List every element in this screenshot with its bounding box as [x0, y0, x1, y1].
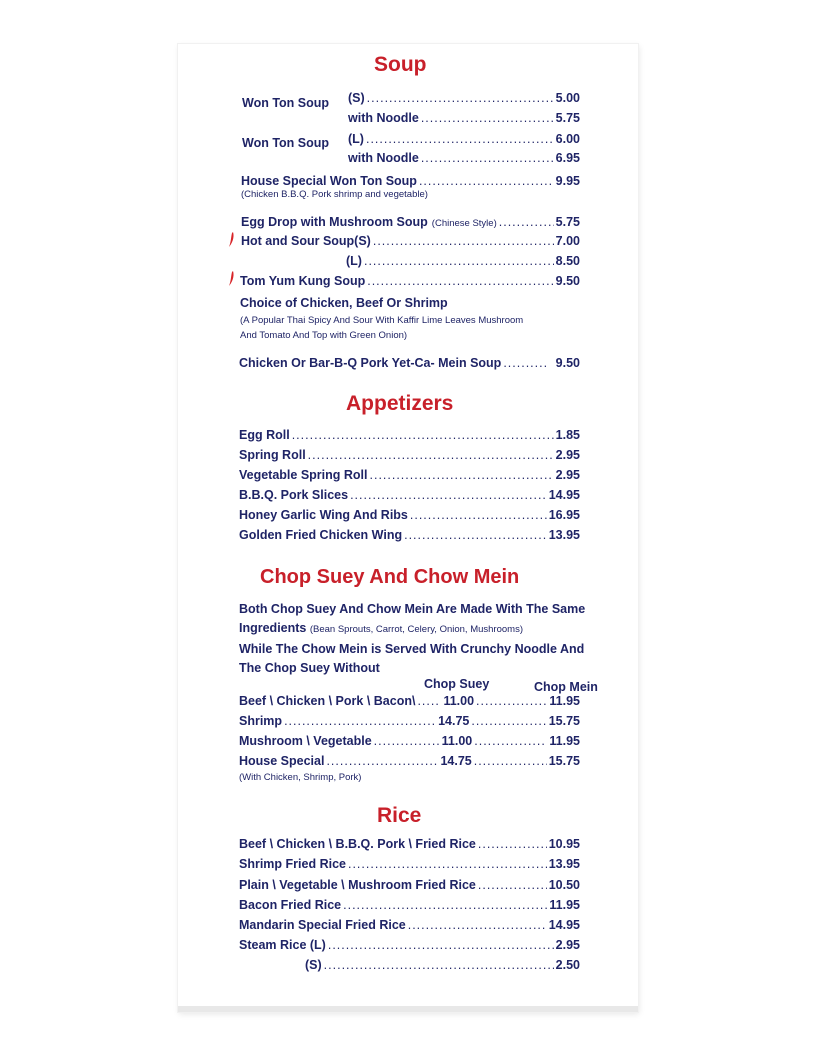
chow-mein-price: 15.75	[548, 714, 580, 728]
item-name: B.B.Q. Pork Slices	[239, 488, 349, 502]
chop-suey-row	[239, 734, 580, 748]
price: 16.95	[548, 508, 580, 522]
chop-suey-desc-line2	[239, 621, 523, 635]
item-name: Vegetable Spring Roll	[239, 468, 368, 482]
item-name: Mushroom \ Vegetable	[239, 734, 372, 748]
chop-suey-desc-line1: Both Chop Suey And Chow Mein Are Made With The Same	[239, 602, 586, 616]
col-header-chow-mein: Chop Mein	[534, 680, 598, 694]
price: 10.50	[548, 878, 580, 892]
yet-ca-mein-row	[239, 356, 580, 370]
chow-mein-price: 15.75	[548, 754, 580, 768]
tom-yum-row	[240, 274, 580, 288]
chop-suey-row	[239, 754, 580, 768]
hot-sour-s-row	[241, 234, 580, 248]
hot-sour-l-row	[346, 254, 580, 268]
desc-bold: Ingredients	[239, 621, 307, 635]
soup-heading: Soup	[374, 53, 427, 76]
chow-mein-price: 11.95	[549, 734, 580, 748]
size-label: (S)	[348, 91, 365, 105]
item-name: Beef \ Chicken \ B.B.Q. Pork \ Fried Rice	[239, 837, 476, 851]
item-name: Shrimp	[239, 714, 283, 728]
price: 11.95	[549, 898, 580, 912]
price: 2.95	[555, 448, 580, 462]
chop-suey-heading: Chop Suey And Chow Mein	[260, 566, 520, 588]
chop-suey-desc-line3: While The Chow Mein is Served With Crunchy Noodle And	[239, 642, 585, 656]
price: 9.50	[555, 274, 580, 288]
size-label: (L)	[348, 132, 364, 146]
rice-row	[239, 837, 580, 851]
item-name: Egg Roll	[239, 428, 290, 442]
appetizer-row	[239, 448, 580, 462]
item-name: Bacon Fried Rice	[239, 898, 342, 912]
price: 1.85	[555, 428, 580, 442]
chop-suey-desc-line4: The Chop Suey Without	[239, 661, 380, 675]
item-name: House Special	[239, 754, 325, 768]
size-label: (L)	[346, 254, 362, 268]
house-special-note: (Chicken B.B.Q. Pork shrimp and vegetable)	[241, 189, 428, 200]
won-ton-l-label: Won Ton Soup	[242, 136, 330, 150]
price: 9.95	[555, 174, 580, 188]
appetizer-row	[239, 528, 580, 542]
appetizer-row	[239, 428, 580, 442]
chop-suey-price: 14.75	[440, 754, 472, 768]
rice-row	[239, 938, 580, 952]
egg-drop-row	[241, 215, 580, 229]
tom-yum-choice: Choice of Chicken, Beef Or Shrimp	[240, 296, 448, 310]
price: 13.95	[548, 528, 580, 542]
chop-suey-price: 11.00	[443, 694, 475, 708]
price: 13.95	[548, 857, 580, 871]
price: 8.50	[555, 254, 580, 268]
appetizer-row	[239, 488, 580, 502]
item-note: (Chinese Style)	[431, 218, 497, 229]
item-name: (S)	[305, 958, 322, 972]
won-ton-s-label: Won Ton Soup	[242, 96, 330, 110]
desc-small: (Bean Sprouts, Carrot, Celery, Onion, Mushrooms)	[309, 624, 523, 635]
rice-row	[305, 958, 580, 972]
price: 6.00	[555, 132, 580, 146]
item-name: Honey Garlic Wing And Ribs	[239, 508, 408, 522]
size-label: with Noodle	[348, 151, 419, 165]
rice-row	[239, 857, 580, 871]
item-name: Plain \ Vegetable \ Mushroom Fried Rice	[239, 878, 476, 892]
house-special-won-ton-row	[241, 174, 580, 188]
rice-row	[239, 878, 580, 892]
won-ton-l-row	[348, 132, 580, 146]
price: 2.95	[555, 468, 580, 482]
chop-suey-row	[239, 714, 580, 728]
won-ton-l-noodle-row	[348, 151, 580, 165]
chop-suey-price: 14.75	[438, 714, 470, 728]
tom-yum-note-line1: (A Popular Thai Spicy And Sour With Kaffir Lime Leaves Mushroom	[240, 315, 524, 326]
item-name: House Special Won Ton Soup	[241, 174, 417, 188]
chili-pepper-icon	[228, 232, 235, 248]
col-header-chop-suey: Chop Suey	[424, 677, 490, 691]
price: 2.50	[555, 958, 580, 972]
item-name: Tom Yum Kung Soup	[240, 274, 366, 288]
price: 2.95	[555, 938, 580, 952]
price: 6.95	[555, 151, 580, 165]
house-special-ingredients-note: (With Chicken, Shrimp, Pork)	[239, 772, 362, 783]
item-name: Chicken Or Bar-B-Q Pork Yet-Ca- Mein Soup	[239, 356, 502, 370]
won-ton-s-noodle-row	[348, 111, 580, 125]
size-label: with Noodle	[348, 111, 419, 125]
item-name: Golden Fried Chicken Wing	[239, 528, 403, 542]
item-name: Steam Rice (L)	[239, 938, 326, 952]
item-name: Beef \ Chicken \ Pork \ Bacon\	[239, 694, 416, 708]
rice-row	[239, 898, 580, 912]
price: 14.95	[548, 488, 580, 502]
item-name: Mandarin Special Fried Rice	[239, 918, 406, 932]
price: 7.00	[555, 234, 580, 248]
chow-mein-price: 11.95	[549, 694, 580, 708]
item-name: Shrimp Fried Rice	[239, 857, 346, 871]
price: 5.75	[555, 111, 580, 125]
tom-yum-note-line2: And Tomato And Top with Green Onion)	[240, 330, 408, 341]
price: 10.95	[548, 837, 580, 851]
won-ton-s-row	[348, 91, 580, 105]
price: 5.00	[555, 91, 580, 105]
chop-suey-row	[239, 694, 580, 708]
item-name: Spring Roll	[239, 448, 306, 462]
price: 9.50	[555, 356, 580, 370]
rice-heading: Rice	[377, 804, 422, 827]
appetizer-row	[239, 468, 580, 482]
price: 14.95	[548, 918, 580, 932]
appetizers-heading: Appetizers	[346, 392, 454, 415]
rice-row	[239, 918, 580, 932]
appetizer-row	[239, 508, 580, 522]
chili-pepper-icon	[228, 271, 235, 287]
item-name: Egg Drop with Mushroom Soup	[241, 215, 428, 229]
price: 5.75	[555, 215, 580, 229]
chop-suey-price: 11.00	[441, 734, 473, 748]
item-name: Hot and Sour Soup(S)	[241, 234, 371, 248]
